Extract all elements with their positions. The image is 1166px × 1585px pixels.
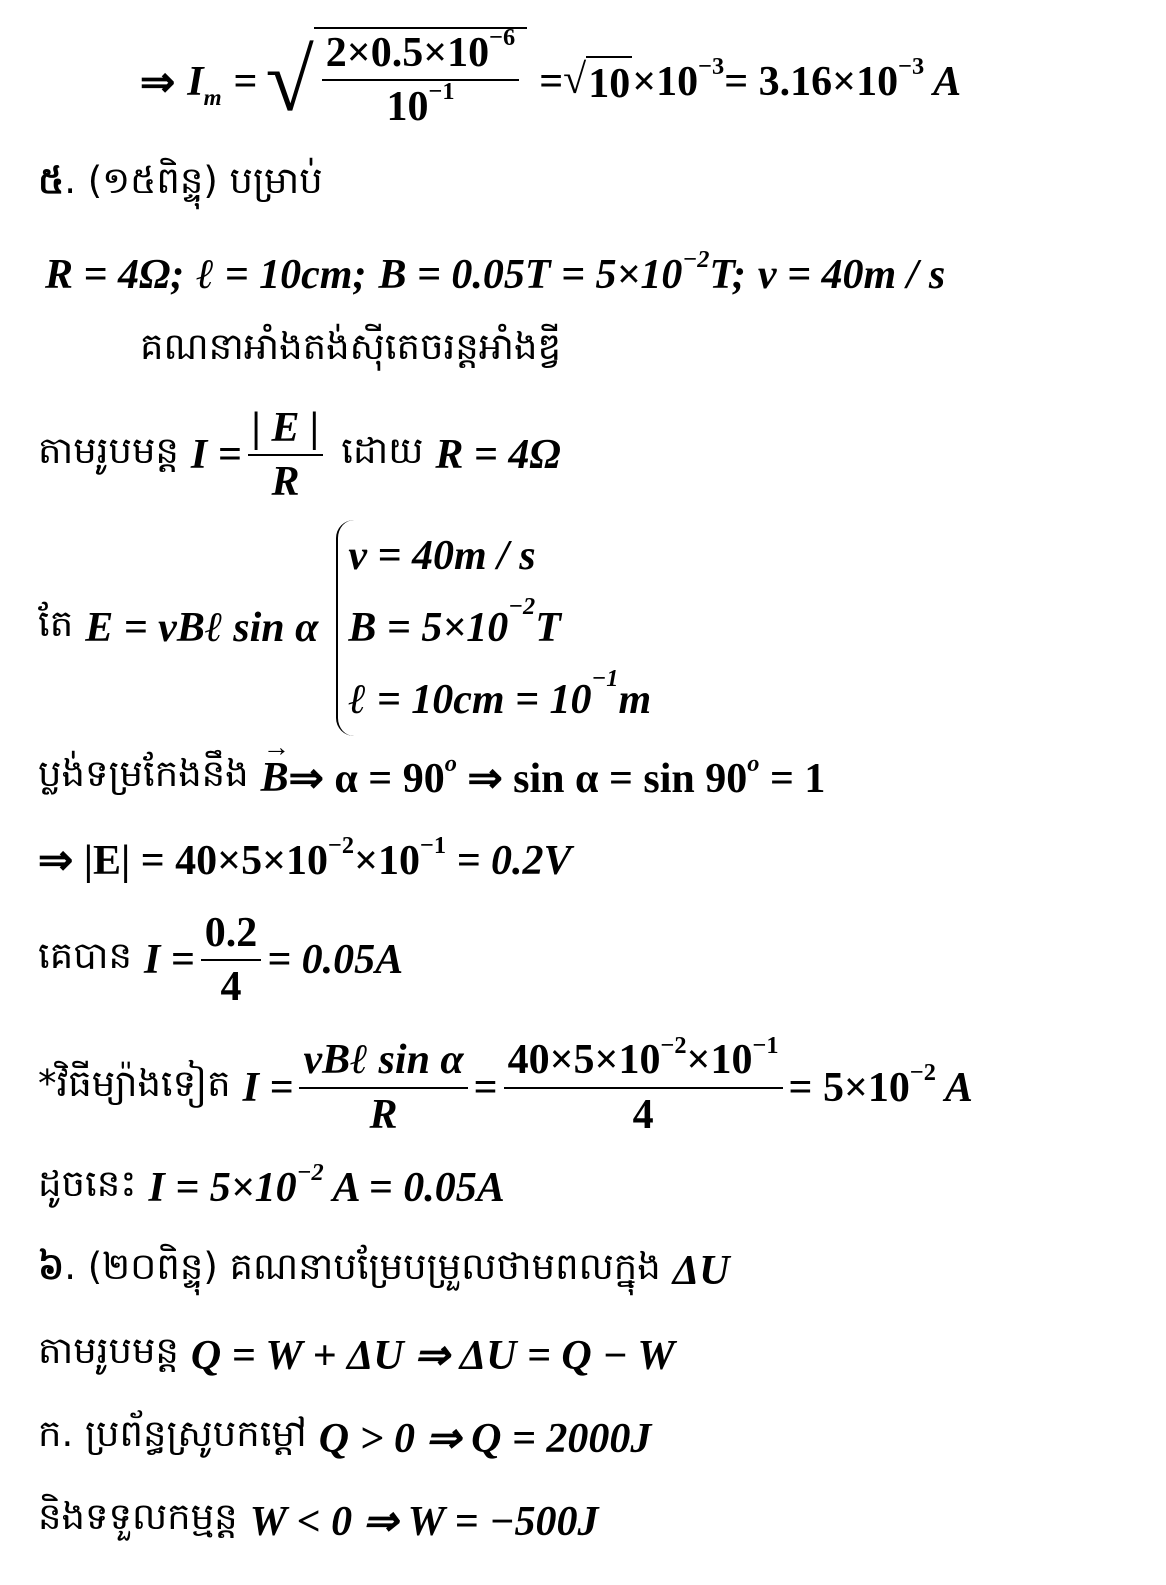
angle-expr: ⇒ $\alpha = 90^o$ ⇒ $\sin \alpha = \sin 90^o = 1$ (288, 749, 826, 802)
emf-value: ⇒ $|E| = 40\times 5\times 10^{-2}\times 10^{-1} = 0.2V$ (38, 832, 572, 884)
given-values (45, 240, 1166, 310)
alt-fraction-2: $\frac{40\times 5\times 10^{-2}\times 10^{-1}}{4}$ (504, 1038, 783, 1136)
system-v: v = 40m / s (348, 532, 536, 579)
equation-im: ⇒ $I_m$ = √ $\frac{2\times 0.5\times 10^{-6}}{10^{-1}}$ = √ 10 $\times 10^{-3}$ = $3.16\times 10^{-3}$ A (140, 22, 1166, 142)
emf-formula: E = vBℓ sin α (85, 604, 319, 651)
therefore-line (38, 1155, 1166, 1220)
times-power: $\times 10^{-3}$ (632, 53, 725, 105)
question-6-heading (38, 1238, 1166, 1303)
given-r: R = 4Ω; (45, 252, 185, 298)
alt-result: = $5\times 10^{-2}$ A (788, 1058, 973, 1111)
given-l: ℓ = 10cm; (196, 252, 367, 298)
result-line (38, 905, 1166, 1015)
q6-part-b (38, 1486, 1166, 1556)
calc-title: គណនាអាំងតង់ស៊ីតេចរន្តអាំងឌ្វី (140, 324, 561, 368)
alt-equals: = (473, 1064, 498, 1111)
alt-lhs: I = (242, 1064, 294, 1111)
q6-a-label: ក. ប្រព័ន្ធស្រូបកម្ដៅ (38, 1412, 307, 1455)
perpendicular-line (38, 740, 1166, 815)
but-label: តែ (38, 601, 74, 645)
formula-label: តាមរូបមន្ត (38, 429, 179, 472)
value-system (336, 520, 651, 736)
formula-fraction: $\frac{| E |}{R}$ (248, 406, 324, 504)
system-b: B = 5×10 $^{-2}$ T (348, 592, 561, 651)
result-rhs: = 0.05A (267, 937, 404, 983)
implies-symbol: ⇒ (140, 60, 176, 106)
delta-u: ΔU (672, 1247, 730, 1294)
result-lhs: I = (143, 937, 195, 983)
q6-b-label: និងទទួលកម្មន្ត (38, 1495, 238, 1538)
by-label: ដោយ (341, 429, 424, 472)
emf-line (38, 515, 1166, 740)
emf-value-line (38, 825, 1166, 895)
q6-formula-label: តាមរូបមន្ត (38, 1329, 179, 1372)
q6-formula-expr: Q = W + ΔU ⇒ ΔU = Q − W (190, 1333, 675, 1379)
given-b: $B = 0.05T = 5\times 10^{-2}T$; (378, 246, 746, 298)
square-root: √ $\frac{2\times 0.5\times 10^{-6}}{10^{-1}}$ (265, 27, 527, 137)
alt-fraction-1: $\frac{\text{vBℓ sin α}}{R}$ (299, 1038, 467, 1136)
alt-label: *វិធីម្យ៉ាងទៀត (38, 1061, 231, 1105)
perp-text: ប្លង់ទម្រកែងនឹង (38, 751, 249, 795)
system-l: ℓ = 10cm = 10 $^{-1}$ m (348, 664, 652, 723)
result-label: គេបាន (38, 934, 132, 977)
q6-part-a (38, 1403, 1166, 1473)
fraction-denominator: $10^{-1}$ (386, 78, 455, 131)
therefore-expr: $I = 5\times 10^{-2}$ A = 0.05A (148, 1158, 505, 1211)
question-number: ៥ (38, 159, 65, 202)
question-heading-text: . (២០ពិន្ទុ) គណនាបម្រែបម្រួលថាមពលក្នុង (64, 1244, 661, 1288)
current-symbol: $I_m$ (187, 59, 222, 111)
therefore-label: ដូចនេះ (38, 1161, 137, 1205)
formula-lhs: I = (190, 432, 242, 478)
given-v: v = 40m / s (757, 252, 946, 298)
result-fraction: $\frac{0.2}{4}$ (201, 911, 262, 1009)
question-number: ៦ (38, 1244, 65, 1288)
formula-rhs: R = 4Ω (435, 432, 561, 478)
result-value: = $3.16\times 10^{-3}$ A (724, 53, 962, 105)
equals-sign: = (233, 59, 258, 105)
question-5-heading (38, 155, 1166, 215)
vector-b: → B (261, 754, 289, 802)
sqrt-ten: √ 10 (563, 57, 631, 107)
question-heading-text: . (១៥ពិន្ទុ) បម្រាប់ (64, 159, 323, 202)
alternative-method-line (38, 1030, 1166, 1145)
q6-b-expr: W < 0 ⇒ W = −500J (249, 1499, 599, 1545)
fraction-numerator: $2\times 0.5\times 10^{-6}$ (325, 24, 516, 76)
formula-line (38, 400, 1166, 510)
q6-a-expr: Q > 0 ⇒ Q = 2000J (318, 1416, 652, 1462)
q6-formula-line (38, 1320, 1166, 1390)
